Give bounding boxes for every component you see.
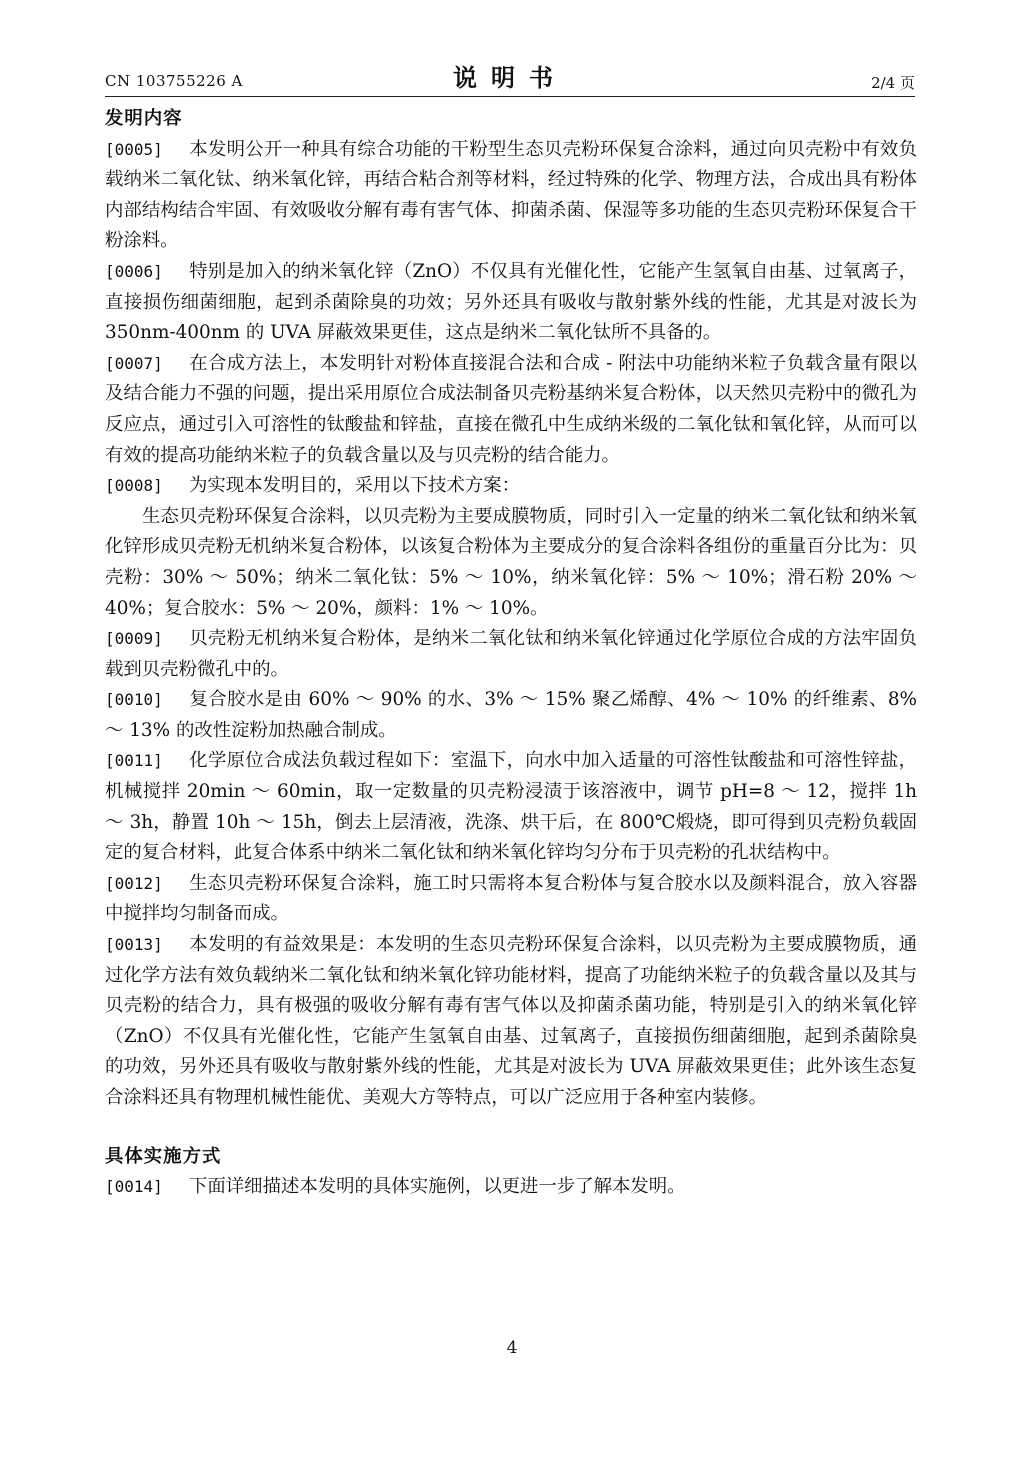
paragraph-text: 本发明的有益效果是：本发明的生态贝壳粉环保复合涂料，以贝壳粉为主要成膜物质，通过化学方法有效负载纳米二氧化钛和纳米氧化锌功能材料，提高了功能纳米粒子的负载含量以及其与贝壳粉的结合力，具有极强的吸收分解有毒有害气体以及抑菌杀菌功能，特别是引入的纳米氧化锌（ZnO）不仅具有光催化性，它能产生氢氧自由基、过氧离子，直接损伤细菌细胞，起到杀菌除臭的功效，另外还具有吸收与散射紫外线的性能，尤其是对波长为 UVA 屏蔽效果更佳；此外该生态复合涂料还具有物理机械性能优、美观大方等特点，可以广泛应用于各种室内装修。 [105, 934, 917, 1108]
paragraph-number: [0005] [105, 139, 163, 159]
paragraph-number: [0011] [105, 751, 163, 771]
paragraph-0008 [105, 471, 917, 502]
paragraph-text: 化学原位合成法负载过程如下：室温下，向水中加入适量的可溶性钛酸盐和可溶性锌盐，机械搅拌 20min ～ 60min，取一定数量的贝壳粉浸渍于该溶液中，调节 pH=8 ～ 12，搅拌 1h ～ 3h，静置 10h ～ 15h，倒去上层清液，洗涤、烘干后，在 800℃煅烧，即可得到贝壳粉负载固定的复合材料，此复合体系中纳米二氧化钛和纳米氧化锌均匀分布于贝壳粉的孔状结构中。 [105, 750, 917, 864]
paragraph-number: [0007] [105, 353, 163, 373]
paragraph-0014 [105, 1172, 917, 1203]
paragraph-number: [0012] [105, 873, 163, 893]
document-body [105, 104, 917, 1203]
paragraph-text: 特别是加入的纳米氧化锌（ZnO）不仅具有光催化性，它能产生氢氧自由基、过氧离子，直接损伤细菌细胞，起到杀菌除臭的功效；另外还具有吸收与散射紫外线的性能，尤其是对波长为 350nm-400nm 的 UVA 屏蔽效果更佳，这点是纳米二氧化钛所不具备的。 [105, 260, 917, 344]
page-number: 4 [506, 1338, 518, 1358]
paragraph-number: [0013] [105, 935, 163, 955]
paragraph-0005 [105, 135, 917, 257]
paragraph-number: [0006] [105, 261, 163, 281]
document-title: 说明书 [453, 63, 567, 92]
paragraph-number: [0008] [105, 476, 163, 496]
paragraph-text: 复合胶水是由 60% ～ 90% 的水、3% ～ 15% 聚乙烯醇、4% ～ 10% 的纤维素、8% ～ 13% 的改性淀粉加热融合制成。 [105, 689, 917, 741]
paragraph-0012 [105, 869, 917, 930]
paragraph-0006 [105, 257, 917, 349]
paragraph-0008-continued: 生态贝壳粉环保复合涂料，以贝壳粉为主要成膜物质，同时引入一定量的纳米二氧化钛和纳米氧化锌形成贝壳粉无机纳米复合粉体，以该复合粉体为主要成分的复合涂料各组份的重量百分比为：贝壳粉：30% ～ 50%；纳米二氧化钛：5% ～ 10%，纳米氧化锌：5% ～ 10%；滑石粉 20% ～ 40%；复合胶水：5% ～ 20%，颜料：1% ～ 10%。 [105, 505, 917, 619]
section-heading-embodiment: 具体实施方式 [105, 1145, 222, 1167]
paragraph-0009 [105, 624, 917, 685]
paragraph-0013 [105, 930, 917, 1114]
paragraph-text: 为实现本发明目的，采用以下技术方案： [189, 475, 521, 497]
paragraph-text: 下面详细描述本发明的具体实施例，以更进一步了解本发明。 [189, 1176, 686, 1198]
paragraph-text: 在合成方法上，本发明针对粉体直接混合法和合成 - 附法中功能纳米粒子负载含量有限以及结合能力不强的问题，提出采用原位合成法制备贝壳粉基纳米复合粉体，以天然贝壳粉中的微孔为反应点，通过引入可溶性的钛酸盐和锌盐，直接在微孔中生成纳米级的二氧化钛和氧化锌，从而可以有效的提高功能纳米粒子的负载含量以及与贝壳粉的结合能力。 [105, 352, 917, 466]
section-heading-content: 发明内容 [105, 108, 183, 129]
paragraph-0010 [105, 685, 917, 746]
paragraph-text: 贝壳粉无机纳米复合粉体，是纳米二氧化钛和纳米氧化锌通过化学原位合成的方法牢固负载到贝壳粉微孔中的。 [105, 628, 917, 680]
paragraph-0007 [105, 349, 917, 471]
paragraph-number: [0010] [105, 690, 163, 710]
paragraph-0011 [105, 746, 917, 868]
paragraph-text: 生态贝壳粉环保复合涂料，施工时只需将本复合粉体与复合胶水以及颜料混合，放入容器中搅拌均匀制备而成。 [105, 872, 917, 925]
page-header [105, 58, 915, 98]
paragraph-number: [0009] [105, 629, 163, 649]
section-gap [105, 1114, 917, 1142]
header-rule [105, 96, 915, 97]
paragraph-text: 本发明公开一种具有综合功能的干粉型生态贝壳粉环保复合涂料，通过向贝壳粉中有效负载纳米二氧化钛、纳米氧化锌，再结合粘合剂等材料，经过特殊的化学、物理方法，合成出具有粉体内部结构结合牢固、有效吸收分解有毒有害气体、抑菌杀菌、保湿等多功能的生态贝壳粉环保复合干粉涂料。 [105, 138, 917, 252]
page-indicator: 2/4 页 [871, 74, 915, 92]
paragraph-number: [0014] [105, 1177, 163, 1197]
patent-number: CN 103755226 A [105, 72, 243, 90]
